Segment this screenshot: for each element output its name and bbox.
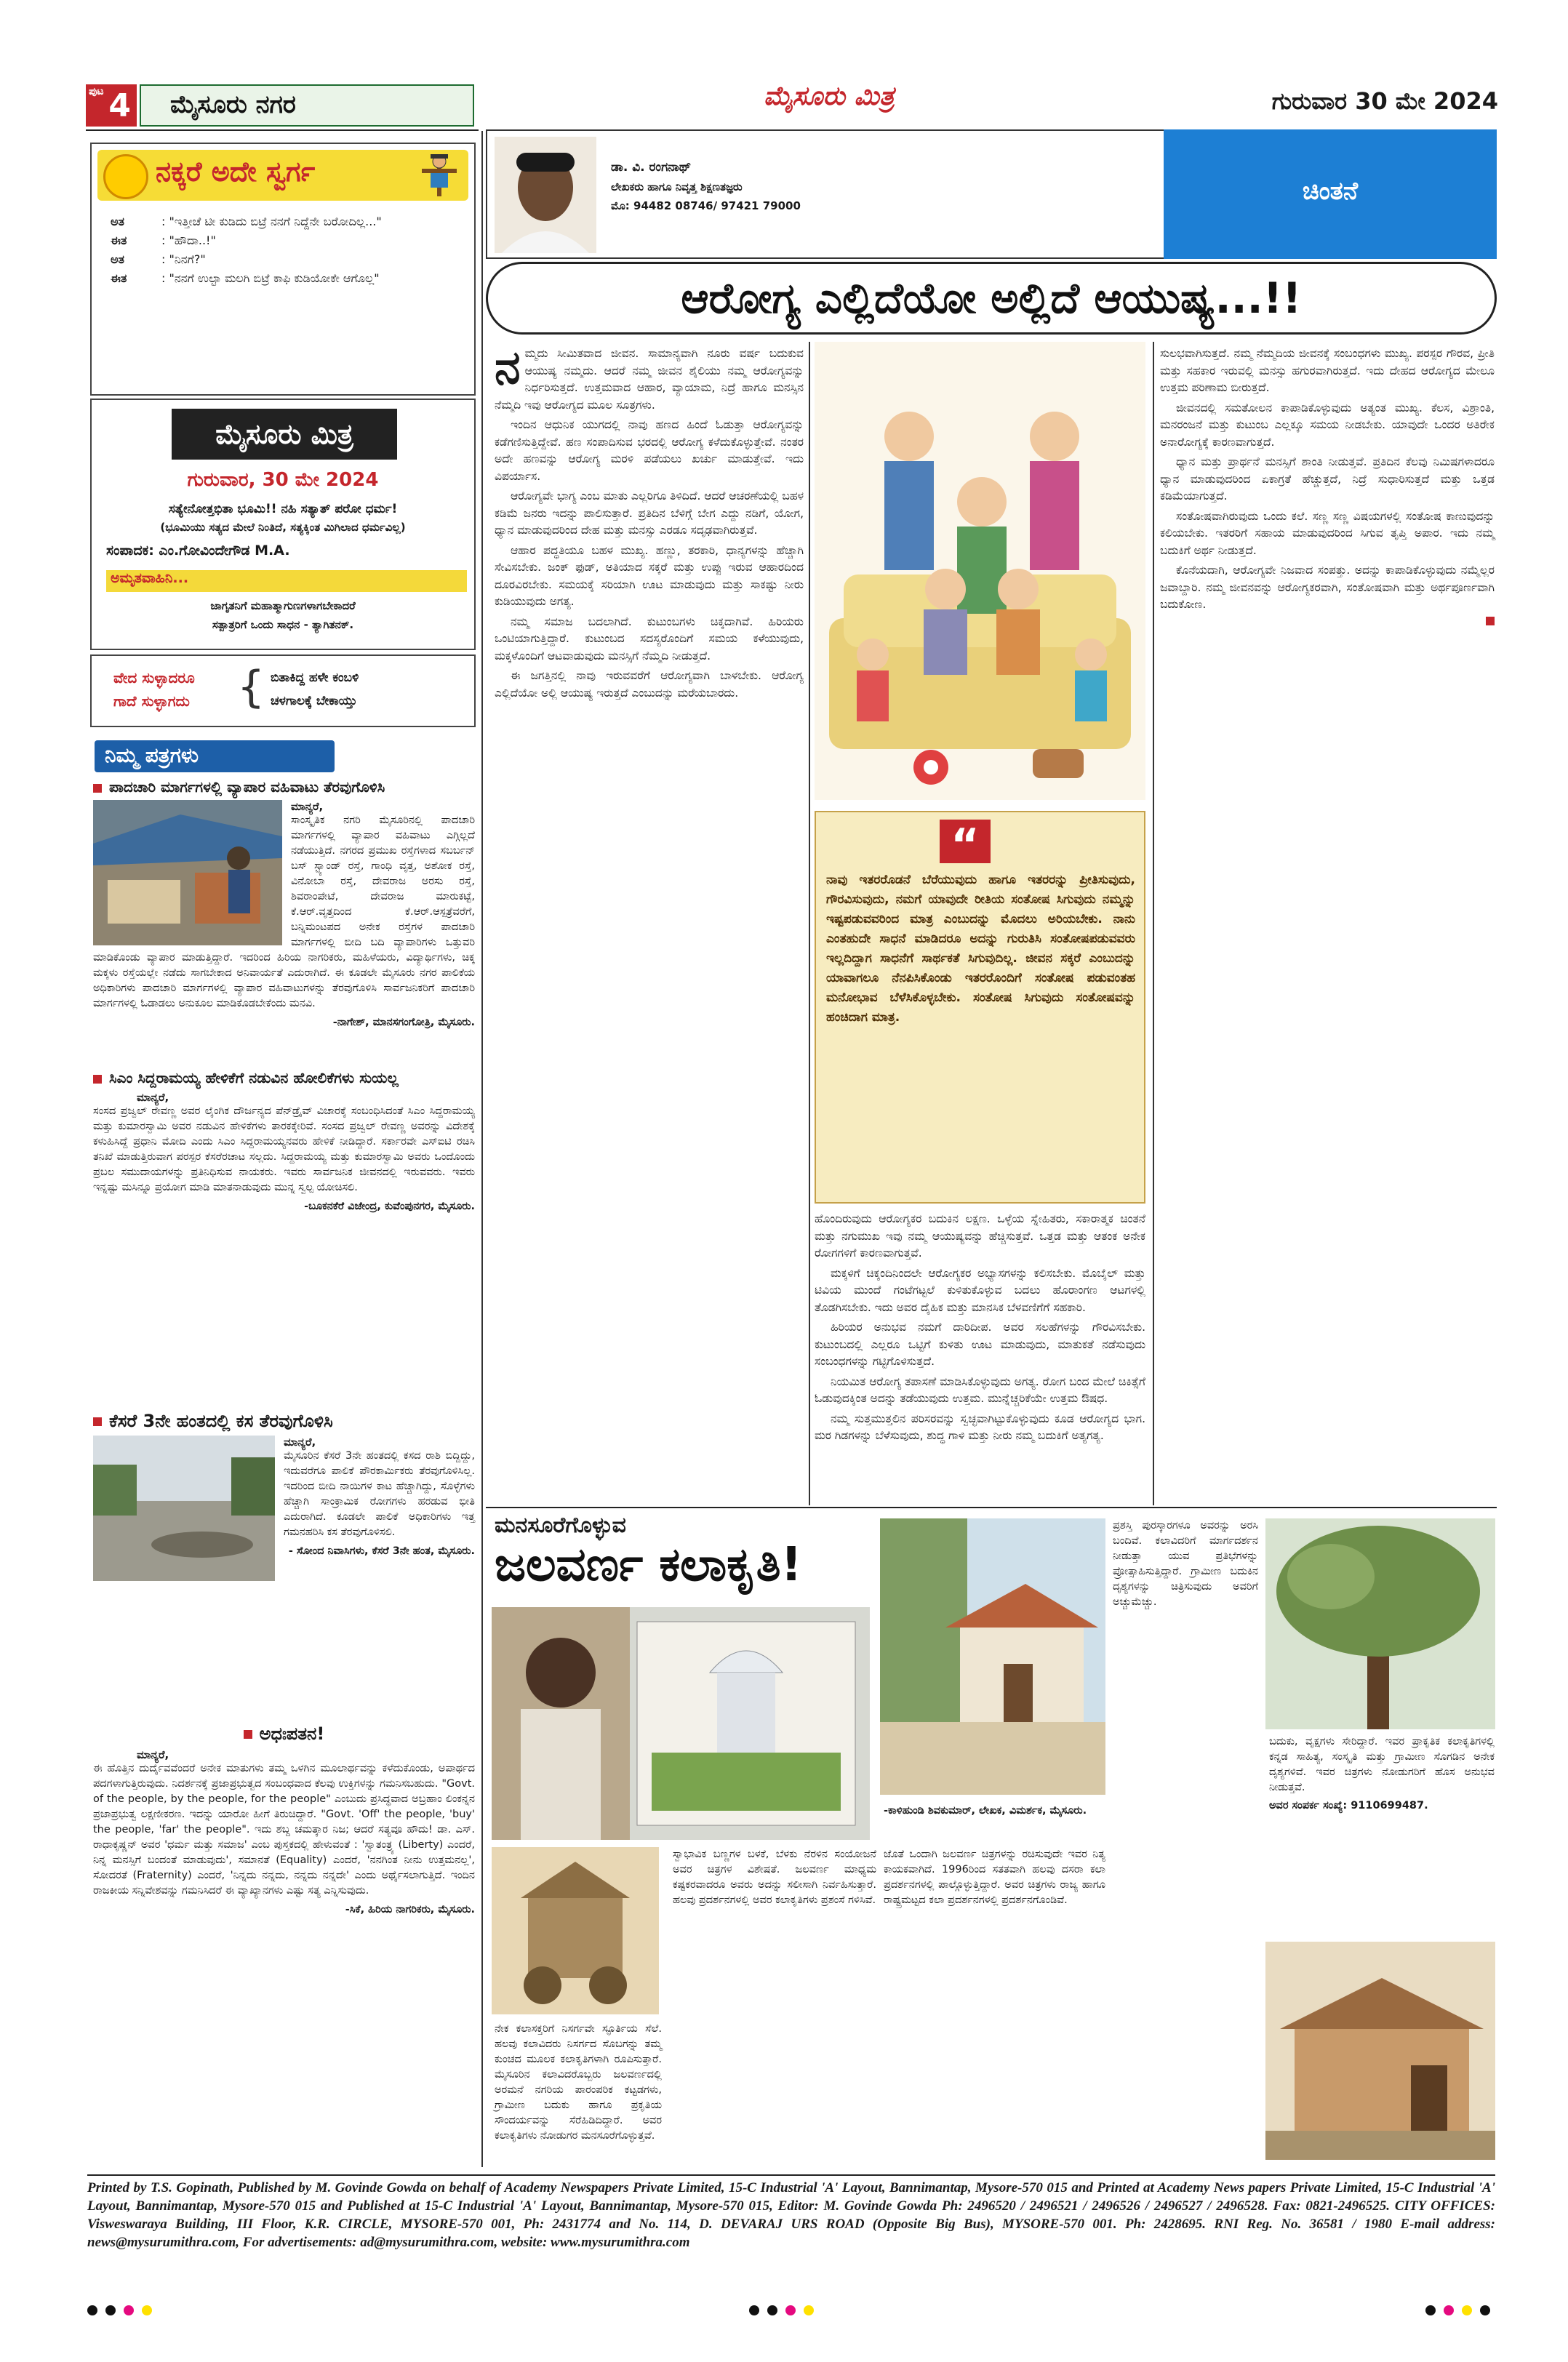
letters-section-title: ನಿಮ್ಮ ಪತ್ರಗಳು xyxy=(95,740,335,772)
article-paragraph: ಸುಲಭವಾಗಿಸುತ್ತದೆ. ನಮ್ಮ ನೆಮ್ಮದಿಯ ಜೀವನಕ್ಕೆ ಸಂಬಂಧಗಳು ಮುಖ್ಯ. ಪರಸ್ಪರ ಗೌರವ, ಪ್ರೀತಿ ಮತ್ತು ಸಹಕಾರ ಇರುವಲ್ಲಿ ಮನಸ್ಸು ಹಗುರವಾಗಿರುತ್ತದೆ. ಇದು ದೇಹದ ಆರೋಗ್ಯದ ಮೇಲೂ ಉತ್ತಮ ಪರಿಣಾಮ ಬೀರುತ್ತದೆ. xyxy=(1160,347,1495,394)
feature-paragraph: ಬದುಕು, ವೃಕ್ಷಗಳು ಸೇರಿದ್ದಾರೆ. ಇವರ ಪ್ರಾಕೃತಿಕ ಕಲಾಕೃತಿಗಳಲ್ಲಿ ಕನ್ನಡ ಸಾಹಿತ್ಯ, ಸಂಸ್ಕೃತಿ ಮತ್ತು ಗ್ರಾಮೀಣ ಸೊಗಡಿನ ಅನೇಕ ದೃಶ್ಯಗಳಿವೆ. ಇವರ ಚಿತ್ರಗಳು ನೋಡುಗರಿಗೆ ಹೊಸ ಅನುಭವ ನೀಡುತ್ತವೆ. xyxy=(1269,1736,1495,1793)
amrutha-title: ಅಮೃತವಾಹಿನಿ... xyxy=(106,570,467,592)
pull-quote-box xyxy=(815,811,1145,1204)
artist-contact: ಅವರ ಸಂಪರ್ಕ ಸಂಖ್ಯೆ: 9110699487. xyxy=(1269,1800,1428,1811)
letter-headline: ಕೆಸರೆ 3ನೇ ಹಂತದಲ್ಲಿ ಕಸ ತೆರವುಗೊಳಿಸಿ xyxy=(93,1411,475,1431)
joke-box-header xyxy=(97,150,468,201)
proverb-left: ಗಾದೆ ಸುಳ್ಳಾಗದು xyxy=(113,692,190,710)
header-date: ಗುರುವಾರ 30 ಮೇ 2024 xyxy=(1271,87,1498,115)
article-paragraph: ಮಕ್ಕಳಿಗೆ ಚಿಕ್ಕಂದಿನಿಂದಲೇ ಆರೋಗ್ಯಕರ ಅಭ್ಯಾಸಗಳನ್ನು ಕಲಿಸಬೇಕು. ಮೊಬೈಲ್ ಮತ್ತು ಟಿವಿಯ ಮುಂದೆ ಗಂಟೆಗಟ್ಟಲೆ ಕುಳಿತುಕೊಳ್ಳುವ ಬದಲು ಹೊರಾಂಗಣ ಆಟಗಳಲ್ಲಿ ತೊಡಗಿಸಬೇಕು. ಇದು ಅವರ ದೈಹಿಕ ಮತ್ತು ಮಾನಸಿಕ ಬೆಳವಣಿಗೆಗೆ ಸಹಕಾರಿ. xyxy=(815,1266,1145,1314)
drop-cap: ನ xyxy=(495,341,521,395)
print-imprint: Printed by T.S. Gopinath, Published by M. Govinde Gowda on behalf of Academy Newspapers Private Limited, 15-C Industrial 'A' Layout, Bannimantap, Mysore-570 015 and Printed at Academy News papers Private Limited, 15-C Industrial 'A' Layout, Bannimantap, Mysore-570 015 and Published at 15-C Industrial 'A' Layout, Bannimantap, Mysore-570 015, Editor: M. Govinde Gowda Ph: 2496520 / 2496521 / 2496526 / 2496527 / 2496528. Fax: 0821-2496525. CITY OFFICES: Visweswaraya Building, III Floor, K.R. CIRCLE, MYSORE-570 001, Ph: 2431774 and No. 114, D. DEVARAJ URS ROAD (Opposite Big Bus), MYSORE-570 001. Ph: 2428695. RNI Reg. No. 36581 / 1980 E-mail address: news@mysurumithra.com, For advertisements: ad@mysurumithra.com, website: www.mysurumithra.com xyxy=(87,2180,1495,2250)
proverb-right: ಚಳಗಾಲಕ್ಕೆ ಬೇಕಾಯ್ತು xyxy=(271,694,357,708)
masthead-date: ಗುರುವಾರ, 30 ಮೇ 2024 xyxy=(187,469,379,491)
letter-body: ಮೈಸೂರಿನ ಕೆಸರೆ 3ನೇ ಹಂತದಲ್ಲಿ ಕಸದ ರಾಶಿ ಬಿದ್ದಿದ್ದು, ಇದುವರೆಗೂ ಪಾಲಿಕೆ ಪೌರಕಾರ್ಮಿಕರು ತೆರವುಗೊಳಿಸಿಲ್ಲ. ಇದರಿಂದ ಬೀದಿ ನಾಯಿಗಳ ಕಾಟ ಹೆಚ್ಚಾಗಿದ್ದು, ಸೊಳ್ಳೆಗಳು ಹೆಚ್ಚಾಗಿ ಸಾಂಕ್ರಾಮಿಕ ರೋಗಗಳು ಹರಡುವ ಭೀತಿ ಎದುರಾಗಿದೆ. ಕೂಡಲೇ ಪಾಲಿಕೆ ಅಧಿಕಾರಿಗಳು ಇತ್ತ ಗಮನಹರಿಸಿ ಕಸ ತೆರವುಗೊಳಿಸಲಿ. xyxy=(284,1450,475,1538)
column-rule xyxy=(1153,342,1154,1505)
registration-dot xyxy=(1480,2305,1490,2315)
proverb-left: ವೇದ ಸುಳ್ಳಾದರೂ xyxy=(113,669,195,686)
registration-dot xyxy=(105,2305,116,2315)
letter xyxy=(93,1069,475,1404)
page-number-box xyxy=(86,84,137,127)
letter-body: ಸಂಸದ ಪ್ರಜ್ವಲ್ ರೇವಣ್ಣ ಅವರ ಲೈಂಗಿಕ ದೌರ್ಜನ್ಯದ ಪೆನ್‌ಡ್ರೈವ್ ವಿಚಾರಕ್ಕೆ ಸಂಬಂಧಿಸಿದಂತೆ ಸಿಎಂ ಸಿದ್ದರಾಮಯ್ಯ ಮತ್ತು ಕುಮಾರಸ್ವಾಮಿ ಅವರ ನಡುವಿನ ಹೇಳಿಕೆಗಳು ತಾರಕಕ್ಕೇರಿವೆ. ಸಂಸದ ಪ್ರಜ್ವಲ್ ರೇವಣ್ಣ ಅವರನ್ನು ವಿದೇಶಕ್ಕೆ ಕಳುಹಿಸಿದ್ದೆ ಪ್ರಧಾನಿ ಮೋದಿ ಎಂದು ಸಿಎಂ ಸಿದ್ದರಾಮಯ್ಯನವರು ಹೇಳಿಕೆ ನೀಡಿದ್ದಾರೆ. ಸರ್ಕಾರವೇ ಎಸ್‌ಐಟಿ ರಚಿಸಿ ತನಿಖೆ ಮಾಡುತ್ತಿರುವಾಗ ಪರಸ್ಪರ ಕೆಸರೆರಚಾಟ ಸಲ್ಲದು. ಸಿದ್ದರಾಮಯ್ಯ ಮತ್ತು ಕುಮಾರಸ್ವಾಮಿ ಅವರು ಒಂದೊಂದು ಪ್ರಬಲ ಸಮುದಾಯಗಳನ್ನು ಪ್ರತಿನಿಧಿಸುವ ನಾಯಕರು. ಇವರು ಸಾರ್ವಜನಿಕ ಜೀವನದಲ್ಲಿ ಇರುವವರು. ಇವರು ಇನ್ನಷ್ಟು ಮಸಿನ್ನೂ ಪ್ರಯೋಗ ಮಾಡಿ ಮಾತನಾಡುವುದು ಮುನ್ನ ಸ್ವಲ್ಪ ಯೋಚಿಸಲಿ. xyxy=(93,1105,475,1193)
pull-quote-text: ನಾವು ಇತರರೊಡನೆ ಬೆರೆಯುವುದು ಹಾಗೂ ಇತರರನ್ನು ಪ್ರೀತಿಸುವುದು, ಗೌರವಿಸುವುದು, ನಮಗೆ ಯಾವುದೇ ರೀತಿಯ ಸಂತೋಷ ಸಿಗುವುದು ನಮ್ಮನ್ನು ಇಷ್ಟಪಡುವವರಿಂದ ಮಾತ್ರ ಎಂಬುದನ್ನು ಮೊದಲು ಅರಿಯಬೇಕು. ನಾನು ಎಂತಹುದೇ ಸಾಧನೆ ಮಾಡಿದರೂ ಅದನ್ನು ಗುರುತಿಸಿ ಸಂತೋಷಪಡುವವರು ಇಲ್ಲದಿದ್ದಾಗ ಸಾಧನೆಗೆ ಸಾರ್ಥಕತೆ ಸಿಗುವುದಿಲ್ಲ. ಜೀವನ ಸಕ್ಕರೆ ಎಂಬುದನ್ನು ಯಾವಾಗಲೂ ನೆನಪಿಸಿಕೊಂಡು ಇತರರೊಂದಿಗೆ ಸಂತೋಷ ಪಡುವಂತಹ ಮನೋಭಾವ ಬೆಳೆಸಿಕೊಳ್ಳಬೇಕು. ಸಂತೋಷ ಸಿಗುವುದು ಸಂತೋಷವನ್ನು ಹಂಚಿದಾಗ ಮಾತ್ರ. xyxy=(826,873,1135,1025)
article-paragraph: ಈ ಜಗತ್ತಿನಲ್ಲಿ ನಾವು ಇರುವವರೆಗೆ ಆರೋಗ್ಯವಾಗಿ ಬಾಳಬೇಕು. ಆರೋಗ್ಯ ಎಲ್ಲಿದೆಯೋ ಅಲ್ಲಿ ಆಯುಷ್ಯ ಇರುತ್ತದೆ ಎಂಬುದನ್ನು ಮರೆಯಬಾರದು. xyxy=(495,669,804,700)
page-number: 4 xyxy=(108,87,131,124)
letter-headline: ಅಧಃಪತನ! xyxy=(93,1724,475,1744)
proverb-box xyxy=(90,654,476,727)
feature-column xyxy=(495,1847,662,2153)
article-paragraph: ಇಂದಿನ ಆಧುನಿಕ ಯುಗದಲ್ಲಿ ನಾವು ಹಣದ ಹಿಂದೆ ಓಡುತ್ತಾ ಆರೋಗ್ಯವನ್ನು ಕಡೆಗಣಿಸುತ್ತಿದ್ದೇವೆ. ಹಣ ಸಂಪಾದಿಸುವ ಭರದಲ್ಲಿ ಆರೋಗ್ಯ ಕಳೆದುಕೊಳ್ಳುತ್ತೇವೆ. ನಂತರ ಅದೇ ಹಣವನ್ನು ಆರೋಗ್ಯ ಮರಳಿ ಪಡೆಯಲು ಖರ್ಚು ಮಾಡುತ್ತೇವೆ. ಇದು ವಿಪರ್ಯಾಸ. xyxy=(495,418,804,483)
feature-byline: -ಕಾಳಿಹುಂಡಿ ಶಿವಕುಮಾರ್, ಲೇಖಕ, ವಿಮರ್ಶಕ, ಮೈಸೂರು. xyxy=(884,1805,1087,1817)
joke-line: ಈತ : "ಹೌದಾ..!" xyxy=(111,233,216,247)
article-column xyxy=(815,1211,1145,1502)
author-photo xyxy=(495,137,596,253)
salutation: ಮಾನ್ಯರೆ, xyxy=(137,1748,169,1761)
registration-dot xyxy=(785,2305,796,2315)
amrutha-line: ಸತ್ಪಾತ್ರರಿಗೆ ಒಂದು ಸಾಧನ - ತ್ಯಾಗಿತನಕ್. xyxy=(212,618,354,631)
header-divider xyxy=(86,129,479,131)
column-name: ಚಿಂತನೆ xyxy=(1164,129,1497,259)
village-house-painting xyxy=(880,1518,1105,1795)
page-label: ಪುಟ xyxy=(89,86,104,97)
feature-title: ಜಲವರ್ಣ ಕಲಾಕೃತಿ! xyxy=(495,1538,802,1592)
quote-mark-icon: “ xyxy=(940,820,991,863)
feature-paragraph: ಸ್ವಾಭಾವಿಕ ಬಣ್ಣಗಳ ಬಳಕೆ, ಬೆಳಕು ನೆರಳಿನ ಸಂಯೋಜನೆ ಅವರ ಚಿತ್ರಗಳ ವಿಶೇಷತೆ. ಜಲವರ್ಣ ಮಾಧ್ಯಮ ಕಷ್ಟಕರವಾದರೂ ಅವರು ಅದನ್ನು ಸಲೀಸಾಗಿ ನಿರ್ವಹಿಸುತ್ತಾರೆ. ಹಲವು ಪ್ರದರ್ಶನಗಳಲ್ಲಿ ಅವರ ಕಲಾಕೃತಿಗಳು ಪ್ರಶಂಸೆ ಗಳಿಸಿವೆ. xyxy=(673,1849,876,1906)
artist-painting-photo xyxy=(492,1607,870,1840)
joke-box-title: ನಕ್ಕರೆ ಅದೇ ಸ್ವರ್ಗ xyxy=(156,156,316,188)
letter-signature: -ಬೂಕನಕೆರೆ ವಿಜೇಂದ್ರ, ಕುವೆಂಪುನಗರ, ಮೈಸೂರು. xyxy=(304,1201,475,1212)
article-paragraph: ಹಿರಿಯರ ಅನುಭವ ನಮಗೆ ದಾರಿದೀಪ. ಅವರ ಸಲಹೆಗಳನ್ನು ಗೌರವಿಸಬೇಕು. ಕುಟುಂಬದಲ್ಲಿ ಎಲ್ಲರೂ ಒಟ್ಟಿಗೆ ಕುಳಿತು ಊಟ ಮಾಡುವುದು, ಮಾತುಕತೆ ನಡೆಸುವುದು ಸಂಬಂಧಗಳನ್ನು ಗಟ್ಟಿಗೊಳಿಸುತ್ತದೆ. xyxy=(815,1321,1145,1368)
brace-icon: { xyxy=(237,662,265,713)
article-paragraph: ಜೀವನದಲ್ಲಿ ಸಮತೋಲನ ಕಾಪಾಡಿಕೊಳ್ಳುವುದು ಅತ್ಯಂತ ಮುಖ್ಯ. ಕೆಲಸ, ವಿಶ್ರಾಂತಿ, ಮನರಂಜನೆ ಮತ್ತು ಕುಟುಂಬ ಎಲ್ಲಕ್ಕೂ ಸಮಯ ನೀಡಬೇಕು. ಯಾವುದೇ ಒಂದರ ಅತಿರೇಕ ಅನಾರೋಗ್ಯಕ್ಕೆ ಕಾರಣವಾಗುತ್ತದೆ. xyxy=(1160,401,1495,449)
letter-body: ಸಾಂಸ್ಕೃತಿಕ ನಗರಿ ಮೈಸೂರಿನಲ್ಲಿ ಪಾದಚಾರಿ ಮಾರ್ಗಗಳಲ್ಲಿ ವ್ಯಾಪಾರ ವಹಿವಾಟು ಎಗ್ಗಿಲ್ಲದೆ ನಡೆಯುತ್ತಿದೆ. ನಗರದ ಪ್ರಮುಖ ರಸ್ತೆಗಳಾದ ಸಬರ್ಬನ್ ಬಸ್ ಸ್ಟ್ಯಾಂಡ್ ರಸ್ತೆ, ಗಾಂಧಿ ವೃತ್ತ, ಅಶೋಕ ರಸ್ತೆ, ವಿನೋಬಾ ರಸ್ತೆ, ದೇವರಾಜ ಅರಸು ರಸ್ತೆ, ಶಿವರಾಂಪೇಟೆ, ದೇವರಾಜ ಮಾರುಕಟ್ಟೆ, ಕೆ.ಆರ್.ವೃತ್ತದಿಂದ ಕೆ.ಆರ್.ಆಸ್ಪತ್ರೆವರೆಗೆ, ಬನ್ನಿಮಂಟಪದ ಅನೇಕ ರಸ್ತೆಗಳ ಪಾದಚಾರಿ ಮಾರ್ಗಗಳಲ್ಲಿ ಬೀದಿ ಬದಿ ವ್ಯಾಪಾರಿಗಳು ಒತ್ತುವರಿ ಮಾಡಿಕೊಂಡು ವ್ಯಾಪಾರ ಮಾಡುತ್ತಿದ್ದಾರೆ. ಇದರಿಂದ ಹಿರಿಯ ನಾಗರಿಕರು, ಮಹಿಳೆಯರು, ವಿದ್ಯಾರ್ಥಿಗಳು, ಚಿಕ್ಕ ಮಕ್ಕಳು ರಸ್ತೆಯಲ್ಲೇ ನಡೆದು ಸಾಗಬೇಕಾದ ಅನಿವಾರ್ಯತೆ ಎದುರಾಗಿದೆ. ಈ ಕೂಡಲೇ ಮೈಸೂರು ನಗರ ಪಾಲಿಕೆಯ ಅಧಿಕಾರಿಗಳು ಪಾದಚಾರಿ ಮಾರ್ಗಗಳಲ್ಲಿ ವ್ಯಾಪಾರ ವಹಿವಾಟುಗಳನ್ನು ತೆರವುಗೊಳಿಸಿ ಸಾರ್ವಜನಿಕರಿಗೆ ಪಾದಚಾರಿ ಮಾರ್ಗಗಳಲ್ಲಿ ಓಡಾಡಲು ಅನುಕೂಲ ಮಾಡಿಕೊಡಬೇಕೆಂದು ಮನವಿ. xyxy=(93,814,475,1009)
garbage-heap-photo xyxy=(93,1436,275,1581)
letter xyxy=(93,1411,475,1716)
article-paragraph: ನಿಯಮಿತ ಆರೋಗ್ಯ ತಪಾಸಣೆ ಮಾಡಿಸಿಕೊಳ್ಳುವುದು ಅಗತ್ಯ. ರೋಗ ಬಂದ ಮೇಲೆ ಚಿಕಿತ್ಸೆಗೆ ಓಡುವುದಕ್ಕಿಂತ ಅದನ್ನು ತಡೆಯುವುದು ಉತ್ತಮ. ಮುನ್ನೆಚ್ಚರಿಕೆಯೇ ಉತ್ತಮ ಔಷಧ. xyxy=(815,1374,1145,1405)
article-column xyxy=(1160,345,1495,1502)
feature-paragraph: ಜೊತೆ ಒಂದಾಗಿ ಜಲವರ್ಣ ಚಿತ್ರಗಳನ್ನು ರಚಿಸುವುದೇ ಇವರ ನಿತ್ಯ ಕಾಯಕವಾಗಿದೆ. 1996ರಿಂದ ಸತತವಾಗಿ ಹಲವು ದಸರಾ ಕಲಾ ಪ್ರದರ್ಶನಗಳಲ್ಲಿ ಪಾಲ್ಗೊಳ್ಳುತ್ತಿದ್ದಾರೆ. ಅವರ ಚಿತ್ರಗಳು ರಾಜ್ಯ ಹಾಗೂ ರಾಷ್ಟ್ರಮಟ್ಟದ ಕಲಾ ಪ್ರದರ್ಶನಗಳಲ್ಲಿ ಪ್ರದರ್ಶನಗೊಂಡಿವೆ. xyxy=(884,1849,1105,1906)
salutation: ಮಾನ್ಯರೆ, xyxy=(137,1091,169,1104)
article-paragraph: ಕೊನೆಯದಾಗಿ, ಆರೋಗ್ಯವೇ ನಿಜವಾದ ಸಂಪತ್ತು. ಅದನ್ನು ಕಾಪಾಡಿಕೊಳ್ಳುವುದು ನಮ್ಮೆಲ್ಲರ ಜವಾಬ್ದಾರಿ. ನಮ್ಮ ಜೀವನವನ್ನು ಆರೋಗ್ಯಕರವಾಗಿ, ಸಂತೋಷವಾಗಿ ಮತ್ತು ಅರ್ಥಪೂರ್ಣವಾಗಿ ಬದುಕೋಣ. xyxy=(1160,564,1495,611)
article-paragraph: ಸಂತೋಷವಾಗಿರುವುದು ಒಂದು ಕಲೆ. ಸಣ್ಣ ಸಣ್ಣ ವಿಷಯಗಳಲ್ಲಿ ಸಂತೋಷ ಕಾಣುವುದನ್ನು ಕಲಿಯಬೇಕು. ಇತರರಿಗೆ ಸಹಾಯ ಮಾಡುವುದರಿಂದ ಸಿಗುವ ತೃಪ್ತಿ ಅಪಾರ. ಇದು ನಮ್ಮ ಬದುಕಿಗೆ ಅರ್ಥ ನೀಡುತ್ತದೆ. xyxy=(1160,509,1495,557)
footer-divider xyxy=(87,2174,1495,2176)
section-divider xyxy=(486,1507,1497,1508)
article-paragraph: ಆರೋಗ್ಯವೇ ಭಾಗ್ಯ ಎಂಬ ಮಾತು ಎಲ್ಲರಿಗೂ ತಿಳಿದಿದೆ. ಆದರೆ ಆಚರಣೆಯಲ್ಲಿ ಬಹಳ ಕಡಿಮೆ ಜನರು ಇದನ್ನು ಪಾಲಿಸುತ್ತಾರೆ. ಪ್ರತಿದಿನ ಬೆಳಿಗ್ಗೆ ಬೇಗ ಎದ್ದು ನಡಿಗೆ, ಯೋಗ, ಧ್ಯಾನ ಮಾಡುವುದರಿಂದ ದೇಹ ಮತ್ತು ಮನಸ್ಸು ಎರಡೂ ಸದೃಢವಾಗಿರುತ್ತವೆ. xyxy=(495,489,804,537)
letter xyxy=(93,1724,475,2167)
family-illustration xyxy=(815,342,1145,800)
registration-dot xyxy=(1462,2305,1472,2315)
feature-column xyxy=(673,1847,876,2153)
laughing-face-icon xyxy=(103,154,148,199)
masthead-logo: ಮೈಸೂರು ಮಿತ್ರ xyxy=(172,409,397,460)
author-phone: ಮೊ: 94482 08746/ 97421 79000 xyxy=(611,199,801,212)
feature-column xyxy=(1269,1734,1495,1931)
letter-headline: ಸಿಎಂ ಸಿದ್ದರಾಮಯ್ಯ ಹೇಳಿಕೆಗೆ ನಡುವಿನ ಹೋಲಿಕೆಗಳು ಸುಯಲ್ಲ xyxy=(93,1069,475,1086)
joke-line: ಅತ : "ನಿನಗೆ?" xyxy=(111,252,206,266)
tree-painting xyxy=(1265,1518,1495,1729)
author-name: ಡಾ. ವಿ. ರಂಗನಾಥ್ xyxy=(611,160,692,175)
registration-dot xyxy=(767,2305,777,2315)
street-vendors-photo xyxy=(93,800,282,945)
newspaper-brand: ಮೈಸೂರು ಮಿತ್ರ xyxy=(764,81,895,111)
registration-dot xyxy=(142,2305,152,2315)
registration-dot xyxy=(1444,2305,1454,2315)
column-rule xyxy=(481,131,483,2167)
article-headline: ಆರೋಗ್ಯ ಎಲ್ಲಿದೆಯೋ ಅಲ್ಲಿದೆ ಆಯುಷ್ಯ...!! xyxy=(486,262,1497,335)
letter-headline: ಪಾದಚಾರಿ ಮಾರ್ಗಗಳಲ್ಲಿ ವ್ಯಾಪಾರ ವಹಿವಾಟು ತೆರವುಗೊಳಿಸಿ xyxy=(93,778,475,796)
editor-line: ಸಂಪಾದಕ: ಎಂ.ಗೋವಿಂದೇಗೌಡ M.A. xyxy=(106,543,290,559)
article-column xyxy=(495,341,804,1509)
joke-line: ಈತ : "ನನಗೆ ಉಲ್ಟಾ ಮಲಗಿ ಬಿಟ್ರೆ ಕಾಫಿ ಕುಡಿಯೋಕೇ ಆಗೊಲ್ಲ" xyxy=(111,271,380,285)
article-paragraph: ಮ್ಮದು ಸೀಮಿತವಾದ ಜೀವನ. ಸಾಮಾನ್ಯವಾಗಿ ನೂರು ವರ್ಷ ಬದುಕುವ ಆಯುಷ್ಯ ನಮ್ಮದು. ಆದರೆ ನಮ್ಮ ಜೀವನ ಶೈಲಿಯು ನಮ್ಮ ಆರೋಗ್ಯವನ್ನು ನಿರ್ಧರಿಸುತ್ತದೆ. ಉತ್ತಮವಾದ ಆಹಾರ, ವ್ಯಾಯಾಮ, ನಿದ್ರೆ ಹಾಗೂ ಮನಸ್ಸಿನ ನೆಮ್ಮದಿ ಇವು ಆರೋಗ್ಯದ ಮೂಲ ಸೂತ್ರಗಳು. xyxy=(495,347,804,412)
masthead-box xyxy=(90,399,476,650)
joke-box xyxy=(90,143,476,396)
amrutha-line: ಜಾಗೃತನಿಗೆ ಮಹಾತ್ಮಾಗುಣಗಳಾಗಬೇಕಾದರೆ xyxy=(210,599,356,612)
section-title: ಮೈಸೂರು ನಗರ xyxy=(140,84,474,127)
letter-signature: -ಸಿಕೆ, ಹಿರಿಯ ನಾಗರಿಕರು, ಮೈಸೂರು. xyxy=(345,1904,475,1915)
registration-dot xyxy=(1425,2305,1436,2315)
article-paragraph: ನಮ್ಮ ಸಮಾಜ ಬದಲಾಗಿದೆ. ಕುಟುಂಬಗಳು ಚಿಕ್ಕದಾಗಿವೆ. ಹಿರಿಯರು ಒಂಟಿಯಾಗುತ್ತಿದ್ದಾರೆ. ಕುಟುಂಬದ ಸದಸ್ಯರೊಂದಿಗೆ ಸಮಯ ಕಳೆಯುವುದು, ಮಕ್ಕಳೊಂದಿಗೆ ಆಟವಾಡುವುದು ಮನಸ್ಸಿಗೆ ನೆಮ್ಮದಿ ನೀಡುತ್ತದೆ. xyxy=(495,614,804,662)
registration-dot xyxy=(87,2305,97,2315)
article-paragraph: ನಮ್ಮ ಸುತ್ತಮುತ್ತಲಿನ ಪರಿಸರವನ್ನು ಸ್ವಚ್ಛವಾಗಿಟ್ಟುಕೊಳ್ಳುವುದು ಕೂಡ ಆರೋಗ್ಯದ ಭಾಗ. ಮರ ಗಿಡಗಳನ್ನು ಬೆಳೆಸುವುದು, ಶುದ್ಧ ಗಾಳಿ ಮತ್ತು ನೀರು ನಮ್ಮ ಬದುಕಿಗೆ ಅತ್ಯಗತ್ಯ. xyxy=(815,1412,1145,1442)
letter-signature: -ನಾಗೇಶ್, ಮಾನಸಗಂಗೋತ್ರಿ, ಮೈಸೂರು. xyxy=(332,1017,475,1028)
letter-signature: - ಸೋಂದ ನಿವಾಸಿಗಳು, ಕೆಸರೆ 3ನೇ ಹಂತ, ಮೈಸೂರು. xyxy=(288,1545,475,1557)
feature-paragraph: ಪ್ರಶಸ್ತಿ ಪುರಸ್ಕಾರಗಳೂ ಅವರನ್ನು ಅರಸಿ ಬಂದಿವೆ. ಕಲಾವಿದರಿಗೆ ಮಾರ್ಗದರ್ಶನ ನೀಡುತ್ತಾ ಯುವ ಪ್ರತಿಭೆಗಳನ್ನು ಪ್ರೋತ್ಸಾಹಿಸುತ್ತಿದ್ದಾರೆ. ಗ್ರಾಮೀಣ ಬದುಕಿನ ದೃಶ್ಯಗಳನ್ನು ಚಿತ್ರಿಸುವುದು ಅವರಿಗೆ ಅಚ್ಚುಮೆಚ್ಚು. xyxy=(1113,1520,1258,1608)
feature-column xyxy=(884,1847,1105,2153)
letter-body: ಈ ಹೊತ್ತಿನ ದುರ್ದೈವವೆಂದರೆ ಅನೇಕ ಮಾತುಗಳು ತಮ್ಮ ಒಳಗಿನ ಮೂಲಾರ್ಥವನ್ನು ಕಳೆದುಕೊಂಡು, ಅಪಾರ್ಥದ ಪದಗಳಾಗುತ್ತಿರುವುದು. ನಿದರ್ಶನಕ್ಕೆ ಪ್ರಜಾಪ್ರಭುತ್ವದ ಸಂಬಂಧವಾದ ಕೆಲವು ಉಕ್ತಿಗಳನ್ನು ಗಮನಿಸಬಹುದು. "Govt. of the people, by the people, for the people" ಎಂಬುದು ಪ್ರಸಿದ್ಧವಾದ ಅಬ್ರಹಾಂ ಲಿಂಕನ್ನನ ಪ್ರಜಾಪ್ರಭುತ್ವ ಲಕ್ಷಣೀಕರಣ. ಇದನ್ನು ಯಾರೋ ಹೀಗೆ ತಿರುಚಿದ್ದಾರೆ. "Govt. 'Off' the people, 'buy' the people, 'far' the people". ಇದು ಶಬ್ದ ಚಮತ್ಕಾರ ನಿಜ; ಆದರೆ ಸತ್ಯವೂ ಹೌದು! ಡಾ. ಎಸ್. ರಾಧಾಕೃಷ್ಣನ್ ಅವರ 'ಧರ್ಮ ಮತ್ತು ಸಮಾಜ' ಎಂಬ ಪುಸ್ತಕದಲ್ಲಿ ಹೇಳುವಂತೆ : 'ಸ್ವಾತಂತ್ರ್ಯ (Liberty) ಎಂದರೆ, ನಿನ್ನ ಮನಸ್ಸಿಗೆ ಬಂದಂತೆ ಮಾಡುವುದು', ಸಮಾನತೆ (Equality) ಎಂದರೆ, 'ನನಗಿಂತ ನೀನು ಉತ್ತಮನಲ್ಲ', ಸೋದರತೆ (Fraternity) ಎಂದರೆ, 'ನಿನ್ನದು ನನ್ನದು, ನನ್ನದು ನನ್ನದೇ' ಎಂದು ಅರ್ಥೈಸಲಾಗುತ್ತಿದೆ. ಇಂದಿನ ರಾಜಕೀಯ ಸನ್ನಿವೇಶವನ್ನು ಗಮನಿಸಿದರೆ ಈ ವ್ಯಾಖ್ಯಾನಗಳು ಎಷ್ಟು ಸತ್ಯ ಎನ್ನಿಸುವುದು. xyxy=(93,1763,475,1897)
author-role: ಲೇಖಕರು ಹಾಗೂ ನಿವೃತ್ತ ಶಿಕ್ಷಣತಜ್ಞರು xyxy=(611,180,743,193)
salutation: ಮಾನ್ಯರೆ, xyxy=(284,1436,316,1449)
article-paragraph: ಧ್ಯಾನ ಮತ್ತು ಪ್ರಾರ್ಥನೆ ಮನಸ್ಸಿಗೆ ಶಾಂತಿ ನೀಡುತ್ತವೆ. ಪ್ರತಿದಿನ ಕೆಲವು ನಿಮಿಷಗಳಾದರೂ ಧ್ಯಾನ ಮಾಡುವುದರಿಂದ ಏಕಾಗ್ರತೆ ಹೆಚ್ಚುತ್ತದೆ, ನಿದ್ರೆ ಸುಧಾರಿಸುತ್ತದೆ ಮತ್ತು ಒತ್ತಡ ಕಡಿಮೆಯಾಗುತ್ತದೆ. xyxy=(1160,455,1495,503)
proverb-right: ಬಿತಾಕಿದ್ದ ಹಳೇ ಕಂಬಳಿ xyxy=(271,670,359,685)
end-mark-icon xyxy=(1486,617,1495,625)
feature-paragraph: ನೇಕ ಕಲಾಸಕ್ತರಿಗೆ ನಿಸರ್ಗವೇ ಸ್ಫೂರ್ತಿಯ ಸೆಲೆ. ಹಲವು ಕಲಾವಿದರು ನಿಸರ್ಗದ ಸೊಬಗನ್ನು ತಮ್ಮ ಕುಂಚದ ಮೂಲಕ ಕಲಾಕೃತಿಗಳಾಗಿ ರೂಪಿಸುತ್ತಾರೆ. ಮೈಸೂರಿನ ಕಲಾವಿದರೊಬ್ಬರು ಜಲವರ್ಣದಲ್ಲಿ ಅರಮನೆ ನಗರಿಯ ಪಾರಂಪರಿಕ ಕಟ್ಟಡಗಳು, ಗ್ರಾಮೀಣ ಬದುಕು ಹಾಗೂ ಪ್ರಕೃತಿಯ ಸೌಂದರ್ಯವನ್ನು ಸೆರೆಹಿಡಿದಿದ್ದಾರೆ. ಅವರ ಕಲಾಕೃತಿಗಳು ನೋಡುಗರ ಮನಸೂರೆಗೊಳ್ಳುತ್ತವೆ. xyxy=(495,2023,662,2142)
feature-kicker: ಮನಸೂರೆಗೊಳ್ಳುವ xyxy=(495,1513,626,1538)
ruined-house-painting xyxy=(1265,1942,1495,2160)
column-rule xyxy=(809,342,810,1505)
feature-column xyxy=(1113,1518,1258,2158)
joke-line: ಅತ : "ಇತ್ತೀಚೆ ಟೀ ಕುಡಿದು ಬಿಟ್ರೆ ನನಗೆ ನಿದ್ದೆನೇ ಬರೋದಿಲ್ಲ..." xyxy=(111,215,382,228)
article-paragraph: ಹೊಂದಿರುವುದು ಆರೋಗ್ಯಕರ ಬದುಕಿನ ಲಕ್ಷಣ. ಒಳ್ಳೆಯ ಸ್ನೇಹಿತರು, ಸಕಾರಾತ್ಮಕ ಚಿಂತನೆ ಮತ್ತು ನಗುಮುಖ ಇವು ನಮ್ಮ ಆಯುಷ್ಯವನ್ನು ಹೆಚ್ಚಿಸುತ್ತವೆ. ಒತ್ತಡ ಮತ್ತು ಆತಂಕ ಅನೇಕ ರೋಗಗಳಿಗೆ ಕಾರಣವಾಗುತ್ತವೆ. xyxy=(815,1212,1145,1260)
masthead-motto-translation: (ಭೂಮಿಯು ಸತ್ಯದ ಮೇಲೆ ನಿಂತಿದೆ, ಸತ್ಯಕ್ಕಿಂತ ಮಿಗಿಲಾದ ಧರ್ಮವಿಲ್ಲ) xyxy=(160,521,406,534)
registration-dot xyxy=(749,2305,759,2315)
masthead-motto: ಸತ್ಯೇನೋತ್ತಭಿತಾ ಭೂಮಿ!! ನಹಿ ಸತ್ಯಾತ್ ಪರೋ ಧರ್ಮ! xyxy=(168,502,398,516)
scarecrow-icon xyxy=(417,153,461,198)
article-paragraph: ಆಹಾರ ಪದ್ಧತಿಯೂ ಬಹಳ ಮುಖ್ಯ. ಹಣ್ಣು, ತರಕಾರಿ, ಧಾನ್ಯಗಳನ್ನು ಹೆಚ್ಚಾಗಿ ಸೇವಿಸಬೇಕು. ಜಂಕ್ ಫುಡ್, ಅತಿಯಾದ ಸಕ್ಕರೆ ಮತ್ತು ಉಪ್ಪು ಇರುವ ಆಹಾರದಿಂದ ದೂರವಿರಬೇಕು. ಸಮಯಕ್ಕೆ ಸರಿಯಾಗಿ ಊಟ ಮಾಡುವುದು ಮತ್ತು ಸಾಕಷ್ಟು ನೀರು ಕುಡಿಯುವುದು ಅಗತ್ಯ. xyxy=(495,543,804,608)
salutation: ಮಾನ್ಯರೆ, xyxy=(291,800,324,813)
registration-dot xyxy=(804,2305,814,2315)
registration-dot xyxy=(124,2305,134,2315)
